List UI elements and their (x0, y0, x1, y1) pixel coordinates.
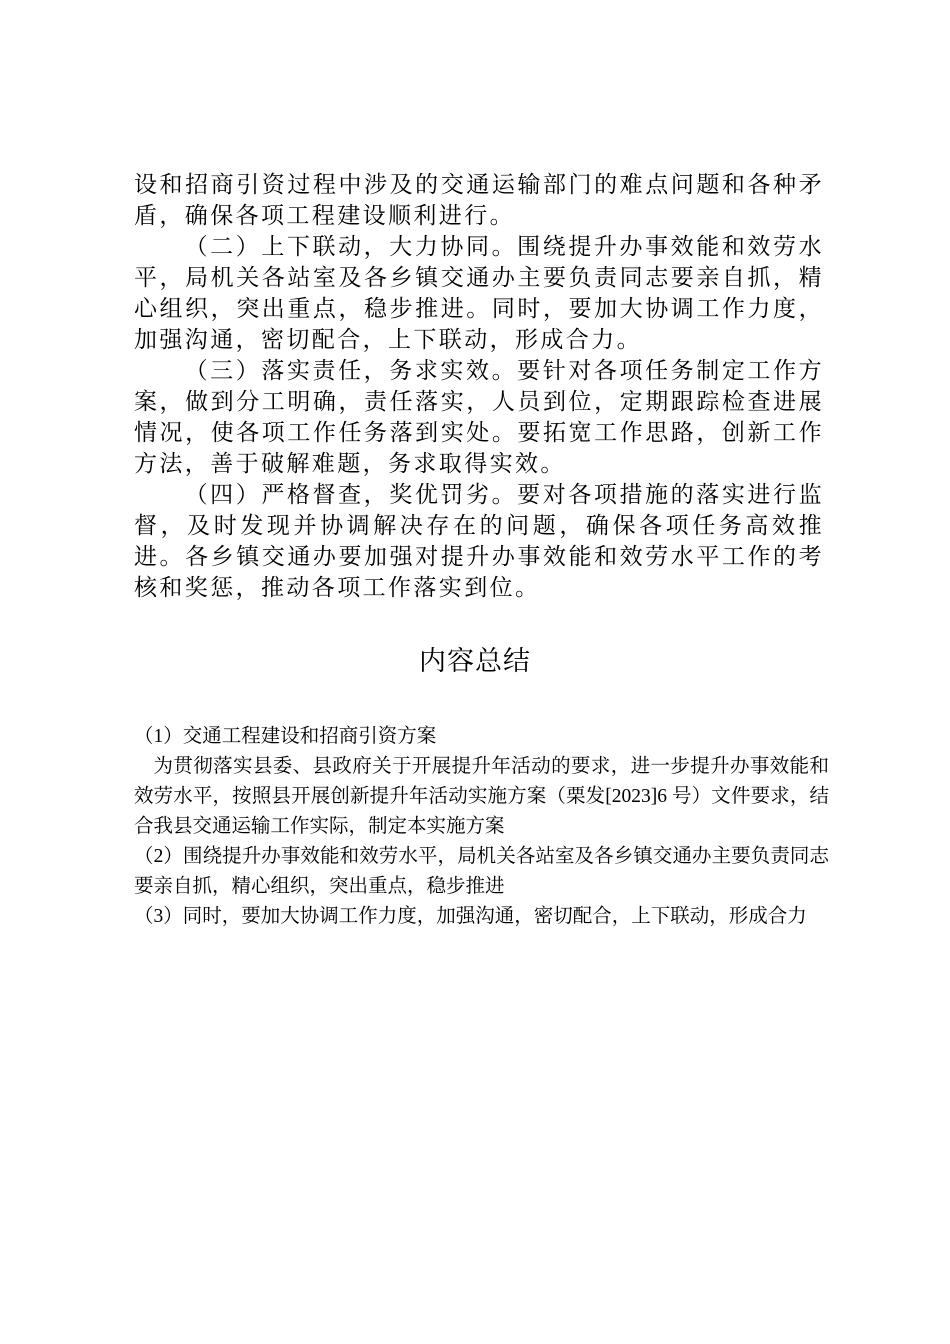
paragraph-section-3: （三）落实责任，务求实效。要针对各项任务制定工作方案，做到分工明确，责任落实，人员到位，定期跟踪检查进展情况，使各项工作任务落到实处。要拓宽工作思路，创新工作方法，善于破解难题，务求取得实效。 (134, 358, 824, 477)
summary-heading: 内容总结 (419, 646, 531, 676)
summary-item-1-detail: 为贯彻落实县委、县政府关于开展提升年活动的要求，进一步提升办事效能和效劳水平，按照县开展创新提升年活动实施方案（栗发[2023]6 号）文件要求，结合我县交通运输工作实际，制定本实施方案 (134, 756, 829, 837)
paragraph-section-4: （四）严格督查，奖优罚劣。要对各项措施的落实进行监督，及时发现并协调解决存在的问题，确保各项任务高效推进。各乡镇交通办要加强对提升办事效能和效劳水平工作的考核和奖惩，推动各项工作落实到位。 (134, 482, 824, 601)
paragraph-continuation: 设和招商引资过程中涉及的交通运输部门的难点问题和各种矛盾，确保各项工程建设顺利进行。 (134, 172, 824, 229)
summary-item-3: （3）同时，要加大协调工作力度，加强沟通，密切配合，上下联动，形成合力 (134, 906, 807, 927)
summary-item-1: （1）交通工程建设和招商引资方案 (134, 726, 437, 747)
document-body (134, 170, 824, 604)
summary-item-2: （2）围绕提升办事效能和效劳水平，局机关各站室及各乡镇交通办主要负责同志要亲自抓，精心组织，突出重点，稳步推进 (134, 846, 829, 897)
paragraph-section-2: （二）上下联动，大力协同。围绕提升办事效能和效劳水平，局机关各站室及各乡镇交通办主要负责同志要亲自抓，精心组织，突出重点，稳步推进。同时，要加大协调工作力度，加强沟通，密切配合，上下联动，形成合力。 (134, 234, 824, 353)
summary-section (134, 722, 829, 932)
